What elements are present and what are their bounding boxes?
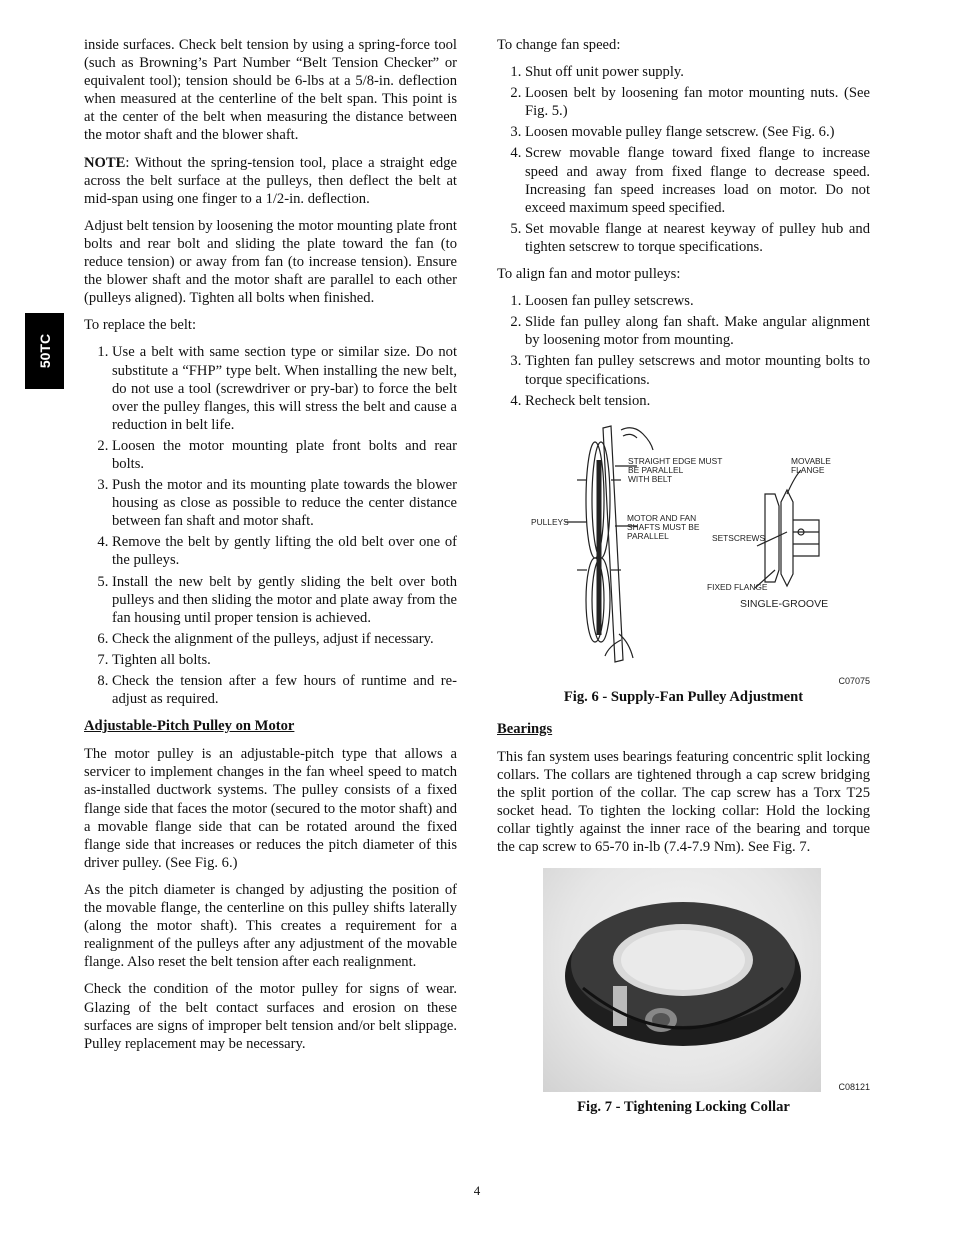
right-column xyxy=(497,36,870,1131)
pitch-diameter-paragraph: As the pitch diameter is changed by adjusting the position of the movable flange, the centerline on this pulley shifts laterally (along the motor shaft). This creates a requirement for a realignment of the pulleys after any adjustment of the movable flange. Also reset the belt tension after each realignment. xyxy=(84,881,457,971)
belt-tension-paragraph: inside surfaces. Check belt tension by using a spring-force tool (such as Browning’s Part Number “Belt Tension Checker” or equivalent tool); tension should be 6-lbs at a 5/8-in. deflection when measured at the centerline of the belt span. This point is at the center of the belt when measuring the distance between the motor shaft and the blower shaft. xyxy=(84,37,457,144)
list-item: 3. Tighten fan pulley setscrews and motor mounting bolts to torque specifications. xyxy=(525,352,870,388)
list-item: 1. Shut off unit power supply. xyxy=(525,63,870,81)
list-item: 4. Screw movable flange toward fixed flange to increase speed and away from fixed flange to decrease speed. Increasing fan speed increases load on motor. Do not exceed maximum speed specified. xyxy=(525,144,870,216)
list-item: 7. Tighten all bolts. xyxy=(112,651,457,669)
note-paragraph xyxy=(84,154,457,208)
fan-speed-steps xyxy=(497,63,870,256)
single-groove-label: SINGLE-GROOVE xyxy=(740,597,829,610)
pulleys-label: PULLEYS xyxy=(531,516,569,527)
movable-flange-label: MOVABLE FLANGE xyxy=(791,455,831,475)
figure-code: C08121 xyxy=(838,1082,870,1093)
pulley-wear-paragraph: Check the condition of the motor pulley for signs of wear. Glazing of the belt contact surfaces and erosion on these surfaces are signs of improper belt tension and/or belt slippage. Pulley replacement may be necessary. xyxy=(84,981,457,1052)
locking-collar-figure xyxy=(497,868,870,1098)
note-label: NOTE xyxy=(84,154,126,171)
section-tab-label: 50TC xyxy=(36,333,53,369)
align-pulleys-intro: To align fan and motor pulleys: xyxy=(497,266,681,283)
list-item: 3. Push the motor and its mounting plate towards the blower housing as close as possible to reduce the center distance between fan shaft and motor shaft. xyxy=(112,476,457,530)
list-item: 1. Loosen fan pulley setscrews. xyxy=(525,292,870,310)
list-item: 4. Recheck belt tension. xyxy=(525,392,870,410)
figure-6-caption: Fig. 6 - Supply-Fan Pulley Adjustment xyxy=(563,688,804,705)
bearings-heading: Bearings xyxy=(497,720,553,737)
note-text: : Without the spring-tension tool, place a straight edge across the belt surface at the pulleys, then deflect the belt at mid-span using one finger to a 1/2-in. deflection. xyxy=(84,154,457,207)
list-item: 1. Use a belt with same section type or similar size. Do not substitute a “FHP” type belt. When installing the new belt, do not use a tool (screwdriver or pry-bar) to force the belt over the pulley flanges, this will stress the belt and cause a reduction in belt life. xyxy=(112,343,457,433)
list-item: 3. Loosen movable pulley flange setscrew. (See Fig. 6.) xyxy=(525,123,870,141)
bearings-paragraph: This fan system uses bearings featuring concentric split locking collars. The collars are tightened through a cap screw bridging the split portion of the collar. The cap screw has a Torx T25 socket head. To tighten the locking collar: Hold the locking collar tightly against the inner race of the bearing and torque the cap screw to 65-70 in-lb (7.4-7.9 Nm). See Fig. 7. xyxy=(497,748,870,856)
replace-belt-steps xyxy=(84,343,457,708)
list-item: 6. Check the alignment of the pulleys, adjust if necessary. xyxy=(112,630,457,648)
fixed-flange-label: FIXED FLANGE xyxy=(707,581,768,592)
adjust-tension-paragraph: Adjust belt tension by loosening the motor mounting plate front bolts and rear bolt and sliding the plate toward the fan (to reduce tension) or away from fan (to increase tension). Ensure the blower shaft and the motor shaft are parallel to each other (pulleys aligned). Tighten all bolts when finished. xyxy=(84,217,457,307)
align-pulleys-steps xyxy=(497,292,870,410)
motor-pulley-paragraph: The motor pulley is an adjustable-pitch type that allows a servicer to implement changes in the fan wheel speed to match as-installed ductwork systems. The pulley consists of a fixed flange side that faces the motor (secured to the motor shaft) and a movable flange side that can be rotated around the fixed flange side that increases or reduces the pitch diameter of this driver pulley. (See Fig. 6.) xyxy=(84,746,457,871)
list-item: 4. Remove the belt by gently lifting the old belt over one of the pulleys. xyxy=(112,533,457,569)
fan-speed-intro: To change fan speed: xyxy=(497,37,621,53)
section-tab xyxy=(25,313,64,389)
adjustable-pitch-heading: Adjustable-Pitch Pulley on Motor xyxy=(84,718,295,735)
list-item: 2. Loosen belt by loosening fan motor mounting nuts. (See Fig. 5.) xyxy=(525,84,870,120)
locking-collar-photo xyxy=(543,868,821,1092)
figure-code: C07075 xyxy=(838,675,870,686)
list-item: 8. Check the tension after a few hours of runtime and re-adjust as required. xyxy=(112,672,457,708)
list-item: 2. Loosen the motor mounting plate front bolts and rear bolts. xyxy=(112,437,457,473)
list-item: 5. Install the new belt by gently sliding the belt over both pulleys and then sliding the motor and plate away from the fan housing until proper tension is achieved. xyxy=(112,573,457,627)
shafts-parallel-label: MOTOR AND FAN SHAFTS MUST BE PARALLEL xyxy=(627,512,700,541)
locking-collar-image xyxy=(543,868,821,1092)
page-number: 4 xyxy=(473,1183,481,1198)
replace-belt-intro: To replace the belt: xyxy=(84,317,197,334)
pulley-adjustment-figure xyxy=(497,420,870,688)
setscrews-label: SETSCREWS xyxy=(712,532,766,543)
straight-edge-label: STRAIGHT EDGE MUST BE PARALLEL WITH BELT xyxy=(628,455,723,484)
list-item: 2. Slide fan pulley along fan shaft. Make angular alignment by loosening motor from mounting. xyxy=(525,313,870,349)
list-item: 5. Set movable flange at nearest keyway of pulley hub and tighten setscrew to torque specifications. xyxy=(525,220,870,256)
figure-7-caption: Fig. 7 - Tightening Locking Collar xyxy=(577,1099,790,1116)
left-column xyxy=(84,36,457,1062)
